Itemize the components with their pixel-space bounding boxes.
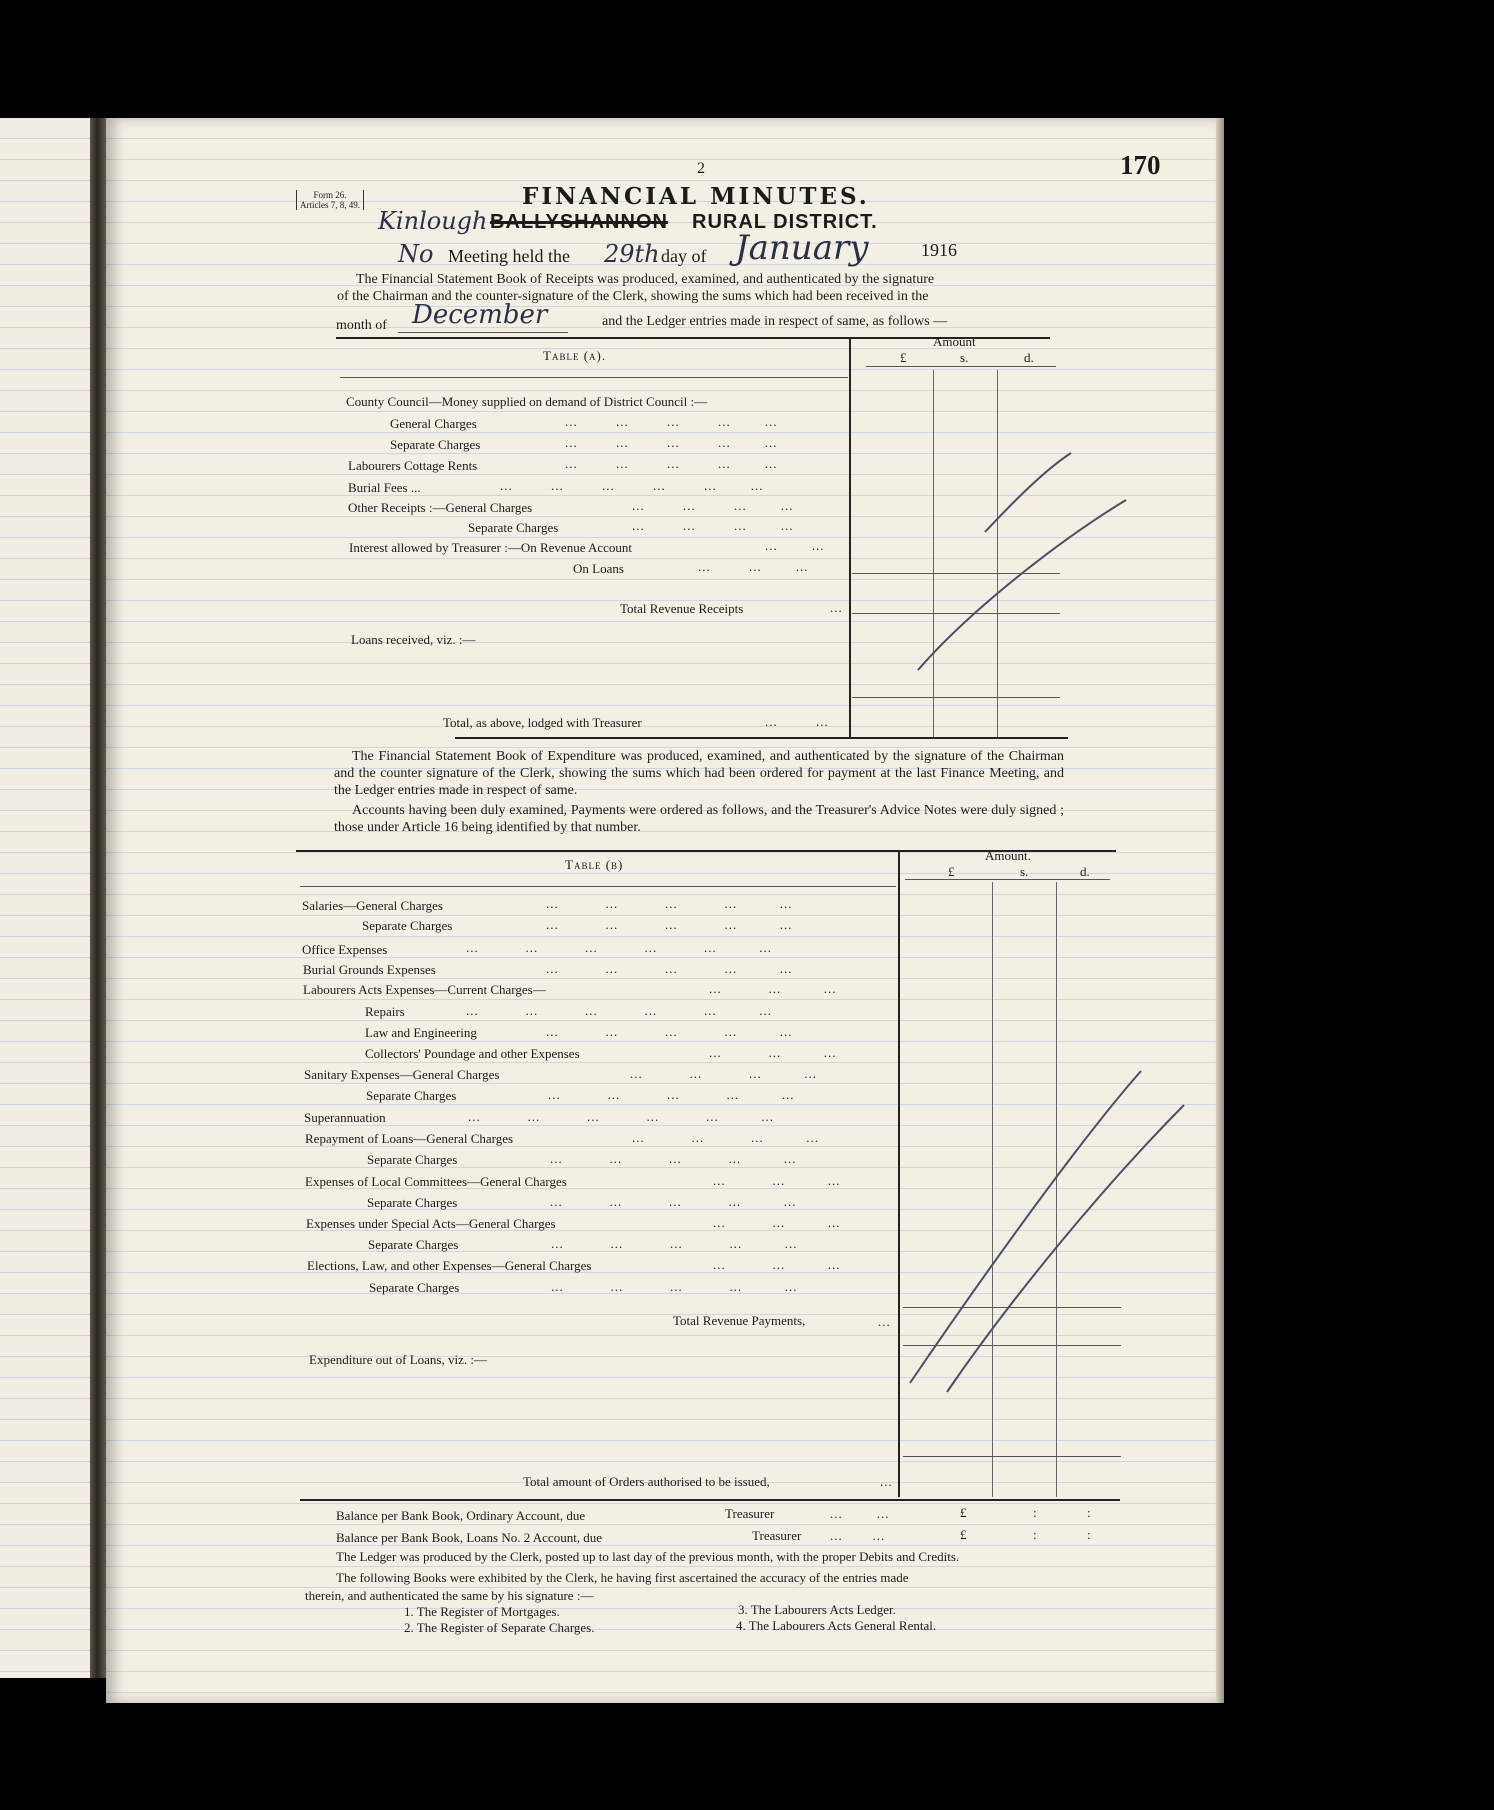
leader-dots: ... ... ... ... <box>632 1130 819 1145</box>
leader-dots: ... ... <box>830 1528 886 1543</box>
balance-loans-treasurer: Treasurer <box>752 1528 802 1543</box>
colon-sep: : <box>1087 1505 1091 1520</box>
table-b-row: Repayment of Loans—General Charges <box>305 1131 514 1146</box>
colon-sep: : <box>1033 1527 1037 1542</box>
table-a-row: Other Receipts :—General Charges <box>348 500 533 515</box>
book-item-2: 2. The Register of Separate Charges. <box>404 1620 595 1635</box>
table-b-row: Total amount of Orders authorised to be issued, <box>523 1474 770 1489</box>
leader-dots: ... ... ... ... ... <box>565 456 778 471</box>
table-a-title: Table (a). <box>543 348 607 363</box>
balance-ordinary-treasurer: Treasurer <box>725 1506 775 1521</box>
leader-dots: ... <box>880 1474 893 1489</box>
table-b-row: Sanitary Expenses—General Charges <box>304 1067 500 1082</box>
leader-dots: ... <box>878 1314 891 1329</box>
intro-line-1: The Financial Statement Book of Receipts was produced, examined, and authenticated by the signature <box>356 272 935 287</box>
leader-dots: ... ... ... ... <box>632 518 794 533</box>
leader-dots: ... ... ... ... ... ... <box>468 1109 774 1124</box>
table-b-row: Separate Charges <box>362 918 453 933</box>
table-a-row: Separate Charges <box>468 520 559 535</box>
table-b-row: Separate Charges <box>369 1280 460 1295</box>
table-b-row: Total Revenue Payments, <box>673 1313 806 1328</box>
handwritten-district: Kinlough <box>378 207 488 235</box>
cancel-stroke-b1 <box>910 1071 1141 1383</box>
table-b-row: Office Expenses <box>302 942 388 957</box>
leader-dots: ... ... ... ... ... <box>550 1151 797 1166</box>
table-b-col-shillings: s. <box>1020 864 1029 879</box>
colon-sep: : <box>1087 1527 1091 1542</box>
meeting-prefix-handwritten: No <box>398 240 434 268</box>
balance-ordinary-label: Balance per Bank Book, Ordinary Account, due <box>336 1508 586 1523</box>
table-a-row: Total Revenue Receipts <box>620 601 744 616</box>
table-a-row: Total, as above, lodged with Treasurer <box>443 715 642 730</box>
page-title: FINANCIAL MINUTES. <box>522 183 870 210</box>
table-b-row: Salaries—General Charges <box>302 898 443 913</box>
table-b-row: Collectors' Poundage and other Expenses <box>365 1046 580 1061</box>
day-of-text: day of <box>661 246 707 266</box>
leader-dots: ... ... ... ... <box>630 1066 817 1081</box>
colon-sep: : <box>1033 1505 1037 1520</box>
table-b-row: Expenses under Special Acts—General Charges <box>306 1216 556 1231</box>
leader-dots: ... ... ... <box>713 1215 841 1230</box>
books-line-2: therein, and authenticated the same by his signature :— <box>305 1588 594 1603</box>
table-b-row: Labourers Acts Expenses—Current Charges— <box>303 982 546 997</box>
meeting-text: Meeting held the <box>448 246 570 266</box>
month-of-label: month of <box>336 318 387 333</box>
table-a-row: Separate Charges <box>390 437 481 452</box>
balance-ordinary-pound: £ <box>960 1505 967 1520</box>
form-ref-line-1: Form 26. <box>313 190 347 200</box>
page-number-small: 2 <box>697 160 705 177</box>
table-a-row: On Loans <box>573 561 624 576</box>
leader-dots: ... ... ... ... ... <box>546 961 793 976</box>
table-a-row: Loans received, viz. :— <box>351 632 476 647</box>
table-b-row: Separate Charges <box>366 1088 457 1103</box>
table-b-row: Superannuation <box>304 1110 386 1125</box>
district-suffix: RURAL DISTRICT. <box>692 211 878 233</box>
leader-dots: ... ... ... <box>698 559 809 574</box>
books-line-1: The following Books were exhibited by the Clerk, he having first ascertained the accuracy of the entries made <box>336 1570 909 1585</box>
table-b-row: Elections, Law, and other Expenses—General Charges <box>307 1258 592 1273</box>
folio-number: 170 <box>1120 150 1161 180</box>
leader-dots: ... ... ... ... ... <box>565 414 778 429</box>
leader-dots: ... ... ... <box>709 981 837 996</box>
table-a-row: County Council—Money supplied on demand of District Council :— <box>346 394 708 409</box>
table-b-col-pounds: £ <box>948 864 955 879</box>
cancel-stroke-b2 <box>947 1105 1184 1392</box>
leader-dots: ... ... ... ... <box>632 498 794 513</box>
table-b-col-pence: d. <box>1080 864 1090 879</box>
meeting-year: 1916 <box>921 240 957 260</box>
expenditure-paragraph-1: The Financial Statement Book of Expenditure was produced, examined, and authenticated by the signature of the Chairman and the counter signature of the Clerk, showing the sums which had been ordered for payment at the last Finance Meeting, and the Ledger entries made in respect of same. <box>334 749 1064 798</box>
balance-loans-label: Balance per Bank Book, Loans No. 2 Account, due <box>336 1530 603 1545</box>
leader-dots: ... ... ... <box>713 1257 841 1272</box>
table-b-row: Separate Charges <box>367 1195 458 1210</box>
leader-dots: ... ... ... ... ... ... <box>466 940 772 955</box>
intro-line-2: of the Chairman and the counter-signature of the Clerk, showing the sums which had been received in the <box>337 289 929 304</box>
leader-dots: ... ... ... ... ... ... <box>466 1003 772 1018</box>
leader-dots: ... ... ... <box>713 1173 841 1188</box>
leader-dots: ... ... ... ... ... <box>551 1236 798 1251</box>
intro-line-3: and the Ledger entries made in respect of same, as follows — <box>602 314 948 329</box>
month-handwritten: December <box>412 300 548 330</box>
meeting-month-handwritten: January <box>735 228 869 268</box>
leader-dots: ... ... ... ... ... <box>546 896 793 911</box>
cancel-stroke-a2 <box>918 500 1126 670</box>
table-a-col-shillings: s. <box>960 350 969 365</box>
table-a-col-pounds: £ <box>900 350 907 365</box>
leader-dots: ... ... ... ... ... <box>546 917 793 932</box>
table-a-col-pence: d. <box>1024 350 1034 365</box>
table-b-row: Separate Charges <box>367 1152 458 1167</box>
ledger-statement: The Ledger was produced by the Clerk, posted up to last day of the previous month, with the proper Debits and Credits. <box>336 1549 960 1564</box>
table-b-row: Separate Charges <box>368 1237 459 1252</box>
leader-dots: ... ... ... <box>709 1045 837 1060</box>
leader-dots: ... <box>830 600 843 615</box>
table-a-row: General Charges <box>390 416 477 431</box>
book-item-1: 1. The Register of Mortgages. <box>404 1604 560 1619</box>
table-b-row: Burial Grounds Expenses <box>303 962 436 977</box>
form-ref-line-2: Articles 7, 8, 49. <box>300 200 360 210</box>
leader-dots: ... ... ... ... ... <box>546 1024 793 1039</box>
cancel-stroke-a1 <box>985 453 1071 532</box>
leader-dots: ... ... <box>830 1506 890 1521</box>
leader-dots: ... ... ... ... ... <box>551 1279 798 1294</box>
table-b-row: Expenses of Local Committees—General Charges <box>305 1174 567 1189</box>
meeting-day-handwritten: 29th <box>604 240 660 268</box>
struck-district: BALLYSHANNON <box>490 211 668 233</box>
leader-dots: ... ... ... ... ... ... <box>500 478 764 493</box>
leader-dots: ... ... ... ... ... <box>548 1087 795 1102</box>
table-b-row: Repairs <box>365 1004 405 1019</box>
table-a-amount-header: Amount <box>933 334 976 349</box>
leader-dots: ... ... <box>765 714 829 729</box>
expenditure-paragraph-2: Accounts having been duly examined, Payments were ordered as follows, and the Treasurer's Advice Notes were duly signed ; those under Article 16 being identified by that number. <box>334 803 1064 835</box>
leader-dots: ... ... <box>765 538 825 553</box>
leader-dots: ... ... ... ... ... <box>565 435 778 450</box>
table-a-row: Burial Fees ... <box>348 480 421 495</box>
table-a-row: Interest allowed by Treasurer :—On Revenue Account <box>349 540 633 555</box>
book-item-3: 3. The Labourers Acts Ledger. <box>738 1602 896 1617</box>
leader-dots: ... ... ... ... ... <box>550 1194 797 1209</box>
balance-loans-pound: £ <box>960 1527 967 1542</box>
book-item-4: 4. The Labourers Acts General Rental. <box>736 1618 937 1633</box>
table-b-amount-header: Amount. <box>985 848 1031 863</box>
table-a-row: Labourers Cottage Rents <box>348 458 478 473</box>
table-b-row: Law and Engineering <box>365 1025 477 1040</box>
table-b-row: Expenditure out of Loans, viz. :— <box>309 1352 487 1367</box>
table-b-title: Table (b) <box>565 857 624 872</box>
